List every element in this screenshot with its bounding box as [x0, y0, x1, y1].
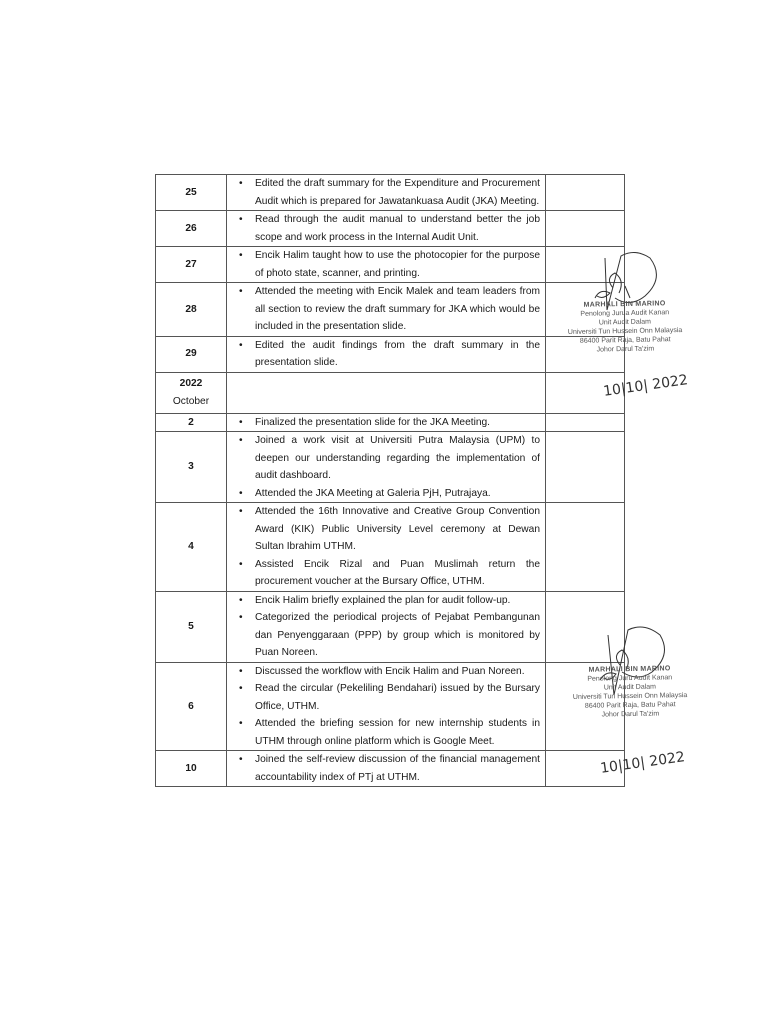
activity-cell — [227, 247, 546, 283]
official-stamp-1 — [555, 299, 696, 355]
day-cell: 28 — [156, 283, 227, 337]
activity-list — [227, 503, 540, 591]
month-header-row — [156, 372, 625, 413]
day-cell: 5 — [156, 591, 227, 662]
signature-cell — [546, 413, 625, 432]
official-stamp-2 — [560, 664, 701, 720]
list-item: • Joined a work visit at Universiti Putra Malaysia (UPM) to deepen our understanding regarding the implementation of audit dashboard. — [255, 432, 540, 485]
activity-list — [227, 337, 540, 372]
day-cell: 25 — [156, 175, 227, 211]
stamp-2-line: 86400 Parit Raja, Batu Pahat — [584, 701, 676, 710]
activity-list — [227, 283, 540, 336]
activity-list — [227, 247, 540, 282]
list-item: • Read through the audit manual to understand better the job scope and work process in the Internal Audit Unit. — [255, 211, 540, 246]
list-item: • Attended the 16th Innovative and Creative Group Convention Award (KIK) Public University Level ceremony at Dewan Sultan Ibrahim UTHM. — [255, 503, 540, 556]
table-row — [156, 751, 625, 787]
day-cell: 2 — [156, 413, 227, 432]
activity-list — [227, 751, 540, 786]
list-item: • Categorized the periodical projects of Pejabat Pembangunan dan Penyenggaraan (PPP) by group which is monitored by Puan Noreen. — [255, 609, 540, 662]
stamp-1-line: Penolong Jurua Audit Kanan — [580, 309, 670, 318]
signed-date-1: 10|10| 2022 — [602, 372, 689, 400]
table-row — [156, 211, 625, 247]
list-item: • Assisted Encik Rizal and Puan Muslimah return the procurement voucher at the Bursary Office, UTHM. — [255, 556, 540, 591]
stamp-1-name: MARHALI BIN MARINO — [583, 300, 666, 309]
day-cell: 29 — [156, 336, 227, 372]
list-item: • Attended the JKA Meeting at Galeria PjH, Putrajaya. — [255, 485, 540, 503]
activity-cell — [227, 591, 546, 662]
table-row — [156, 432, 625, 503]
activity-cell — [227, 336, 546, 372]
stamp-2-line: Universiti Tun Hussein Onn Malaysia — [572, 692, 688, 701]
signed-date-2: 10|10| 2022 — [599, 749, 686, 777]
stamp-1-line: Johor Darul Ta'zim — [596, 345, 655, 354]
list-item: • Attended the briefing session for new internship students in UTHM through online platform which is Google Meet. — [255, 715, 540, 750]
activity-cell — [227, 413, 546, 432]
activity-cell — [227, 283, 546, 337]
stamp-2-line: Johor Darul Ta'zim — [601, 710, 660, 719]
activity-list — [227, 414, 540, 432]
list-item: • Edited the audit findings from the draft summary in the presentation slide. — [255, 337, 540, 372]
activity-list — [227, 592, 540, 662]
stamp-2-line: Unit Audit Dalam — [603, 683, 657, 692]
month-header-cell — [156, 372, 227, 413]
table-row — [156, 336, 625, 372]
list-item: • Encik Halim taught how to use the photocopier for the purpose of photo state, scanner, and printing. — [255, 247, 540, 282]
stamp-2-line: Penolong Juru Audit Kanan — [587, 674, 673, 683]
list-item: • Discussed the workflow with Encik Halim and Puan Noreen. — [255, 663, 540, 681]
day-cell: 10 — [156, 751, 227, 787]
activity-list — [227, 211, 540, 246]
activity-list — [227, 175, 540, 210]
table-row — [156, 503, 625, 592]
list-item: • Edited the draft summary for the Expenditure and Procurement Audit which is prepared for Jawatankuasa Audit (JKA) Meeting. — [255, 175, 540, 210]
stamp-1-line: Universiti Tun Hussein Onn Malaysia — [567, 327, 683, 336]
stamp-1-line: 86400 Parit Raja, Batu Pahat — [579, 336, 671, 345]
table-row — [156, 591, 625, 662]
table-row — [156, 175, 625, 211]
year-label: 2022 — [179, 377, 203, 389]
activity-cell — [227, 432, 546, 503]
activity-cell — [227, 175, 546, 211]
empty-cell — [227, 372, 546, 413]
list-item: • Finalized the presentation slide for the JKA Meeting. — [255, 414, 540, 432]
signature-cell — [546, 175, 625, 211]
list-item: • Joined the self-review discussion of the financial management accountability index of PTj at UTHM. — [255, 751, 540, 786]
stamp-2-name: MARHALI BIN MARINO — [588, 665, 671, 674]
day-cell: 27 — [156, 247, 227, 283]
table-row — [156, 662, 625, 751]
activity-cell — [227, 751, 546, 787]
activity-cell — [227, 503, 546, 592]
daily-activity-table — [155, 174, 625, 787]
activity-cell — [227, 662, 546, 751]
month-label: October — [172, 395, 210, 407]
signature-cell — [546, 503, 625, 592]
day-cell: 26 — [156, 211, 227, 247]
table-row — [156, 413, 625, 432]
list-item: • Attended the meeting with Encik Malek and team leaders from all section to review the draft summary for JKA which would be included in the presentation slide. — [255, 283, 540, 336]
activity-list — [227, 432, 540, 502]
day-cell: 6 — [156, 662, 227, 751]
list-item: • Encik Halim briefly explained the plan for audit follow-up. — [255, 592, 540, 610]
table-row — [156, 247, 625, 283]
signature-cell — [546, 432, 625, 503]
day-cell: 3 — [156, 432, 227, 503]
activity-list — [227, 663, 540, 751]
activity-cell — [227, 211, 546, 247]
stamp-1-line: Unit Audit Dalam — [598, 318, 652, 327]
list-item: • Read the circular (Pekeliling Bendahari) issued by the Bursary Office, UTHM. — [255, 680, 540, 715]
day-cell: 4 — [156, 503, 227, 592]
